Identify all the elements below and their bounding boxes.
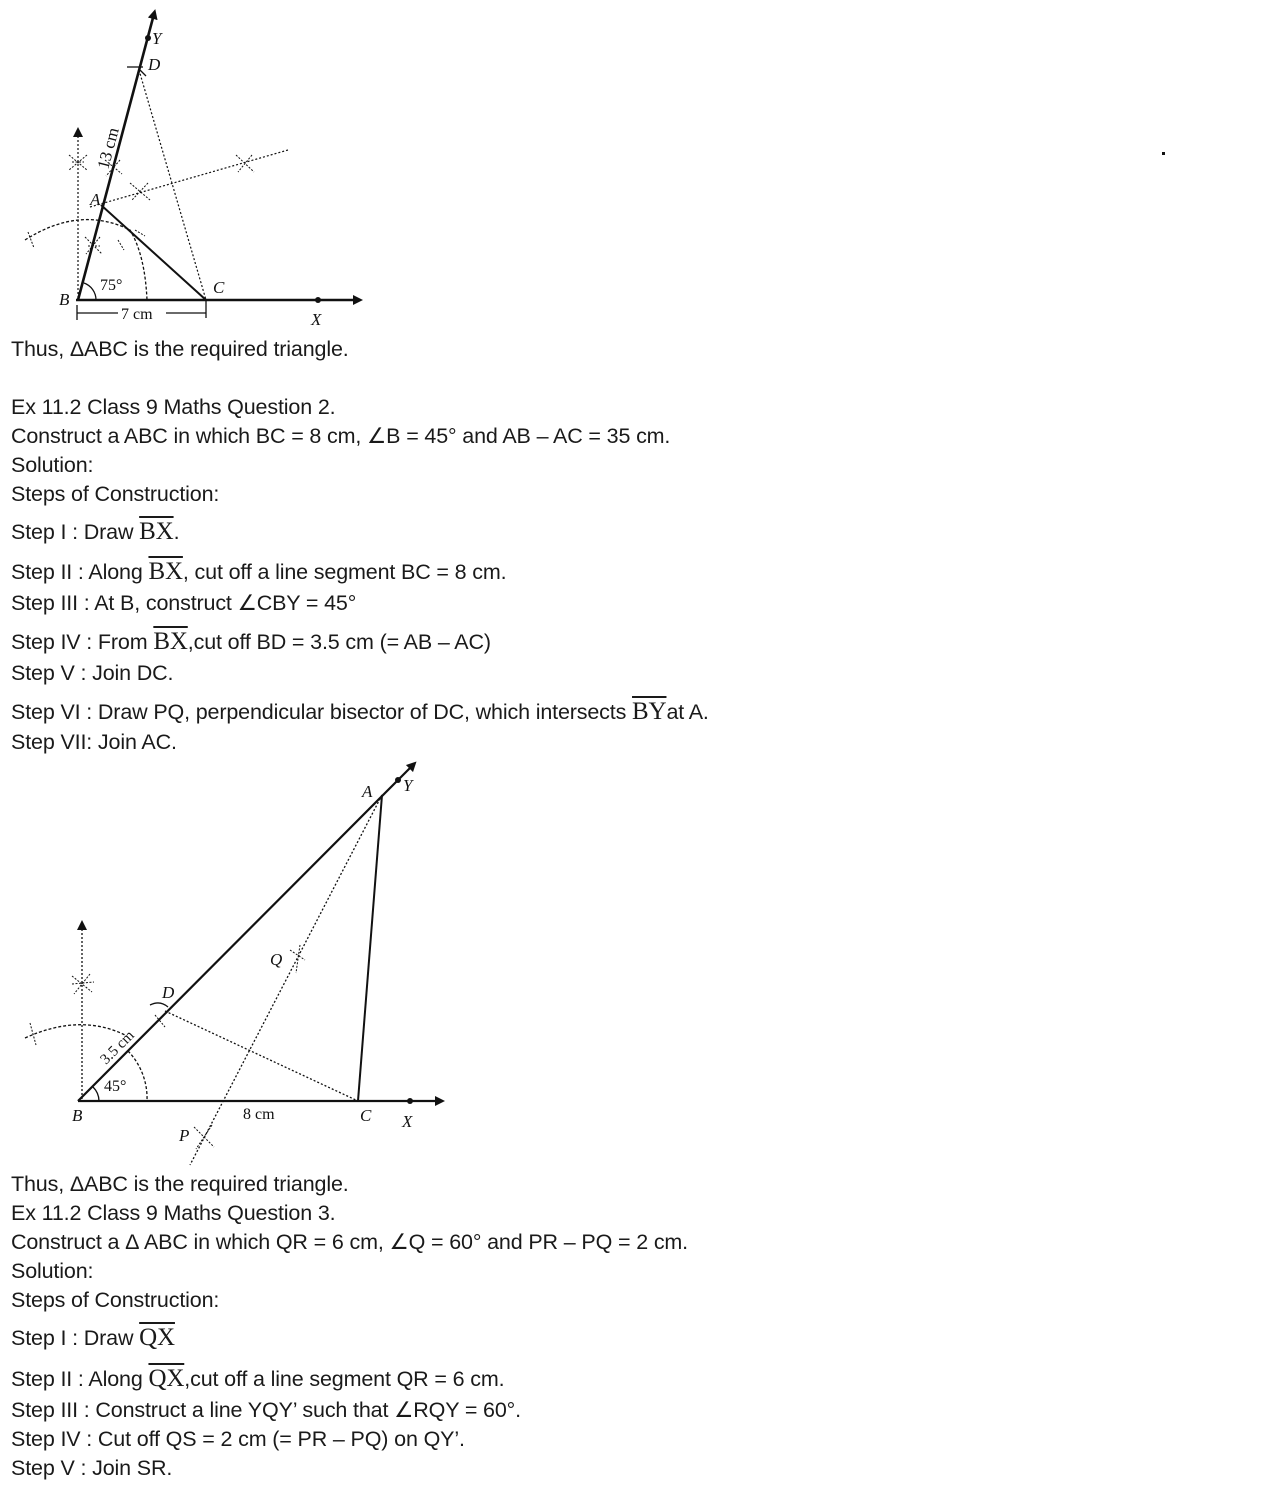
ray-notation: $\overline{BX}$: [139, 518, 174, 545]
ray-notation: $\overline{QX}$: [148, 1365, 185, 1392]
q3-steps-heading: Steps of Construction:: [11, 1288, 220, 1312]
label-side-BC: 8 cm: [243, 1106, 275, 1123]
label-A: A: [90, 190, 101, 209]
angle-arc-large: [128, 1051, 147, 1101]
q3-statement: Construct a Δ ABC in which QR = 6 cm, ∠Q = 60° and PR – PQ = 2 cm.: [11, 1230, 689, 1254]
label-D: D: [162, 983, 175, 1002]
label-X: X: [311, 310, 322, 329]
ray-notation: $\overline{BY}$: [632, 698, 667, 725]
q3-step-4: Step IV : Cut off QS = 2 cm (= PR – PQ) on QY’.: [11, 1427, 465, 1451]
q2-conclusion: Thus, ΔABC is the required triangle.: [11, 1172, 349, 1196]
segment-DC: [165, 1011, 358, 1101]
construction-figure-q1: [0, 0, 380, 335]
label-angle-B: 45°: [104, 1078, 127, 1095]
q2-step-6: Step VI : Draw PQ, perpendicular bisector of DC, which intersects $\overline{BY}at$ A.: [11, 698, 709, 725]
ray-notation: $\overline{BX}$: [153, 628, 188, 655]
ray-notation: $\overline{BX}$: [148, 558, 183, 585]
label-Q: Q: [270, 950, 283, 969]
label-side-BD: 13 cm: [93, 125, 123, 172]
label-A: A: [362, 782, 373, 801]
perpendicular-bisector: [90, 150, 288, 207]
perpendicular-bisector-PQ: [190, 795, 382, 1165]
q3-step-1: Step I : Draw $\overline{QX}$: [11, 1324, 175, 1351]
angle-arc-B: [84, 283, 96, 300]
segment-AC: [358, 795, 382, 1101]
q3-step-2: Step II : Along $\overline{QX},cut$ off a line segment QR = 6 cm.: [11, 1365, 505, 1392]
q2-steps-heading: Steps of Construction:: [11, 482, 220, 506]
q3-step-3: Step III : Construct a line YQY’ such that ∠RQY = 60°.: [11, 1398, 521, 1422]
q1-conclusion: Thus, ΔABC is the required triangle.: [11, 337, 349, 361]
label-Y: Y: [152, 29, 162, 48]
q2-step-1: Step I : Draw $\overline{BX}$.: [11, 518, 180, 545]
construction-arc: [25, 1025, 125, 1038]
q2-solution-label: Solution:: [11, 453, 94, 477]
label-B: B: [72, 1106, 83, 1125]
q2-step-2: Step II : Along $\overline{BX}$, cut off a line segment BC = 8 cm.: [11, 558, 507, 585]
label-C: C: [360, 1106, 372, 1125]
q2-step-5: Step V : Join DC.: [11, 661, 174, 685]
stray-dot: [1162, 152, 1165, 155]
ray-BY: [78, 14, 154, 300]
construction-arc: [25, 220, 147, 300]
label-Y: Y: [403, 776, 413, 795]
q3-heading: Ex 11.2 Class 9 Maths Question 3.: [11, 1201, 336, 1225]
label-angle-B: 75°: [100, 277, 123, 294]
q3-solution-label: Solution:: [11, 1259, 94, 1283]
q2-heading: Ex 11.2 Class 9 Maths Question 2.: [11, 395, 336, 419]
q2-step-7: Step VII: Join AC.: [11, 730, 177, 754]
label-side-BD: 3.5 cm: [97, 1027, 138, 1068]
label-C: C: [213, 278, 225, 297]
construction-figure-q2: [0, 755, 460, 1170]
label-side-BC: 7 cm: [121, 306, 153, 323]
q2-statement: Construct a ABC in which BC = 8 cm, ∠B = 45° and AB – AC = 35 cm.: [11, 424, 671, 448]
ray-notation: $\overline{QX}$: [139, 1324, 175, 1351]
q2-step-4: Step IV : From $\overline{BX},cut$ off BD = 3.5 cm (= AB – AC): [11, 628, 491, 655]
label-X: X: [402, 1112, 413, 1131]
label-P: P: [179, 1126, 190, 1145]
label-D: D: [148, 55, 161, 74]
angle-arc-B: [93, 1087, 99, 1101]
segment-DC: [139, 70, 206, 300]
label-B: B: [59, 290, 70, 309]
q2-step-3: Step III : At B, construct ∠CBY = 45°: [11, 591, 357, 615]
q3-step-5: Step V : Join SR.: [11, 1456, 173, 1480]
